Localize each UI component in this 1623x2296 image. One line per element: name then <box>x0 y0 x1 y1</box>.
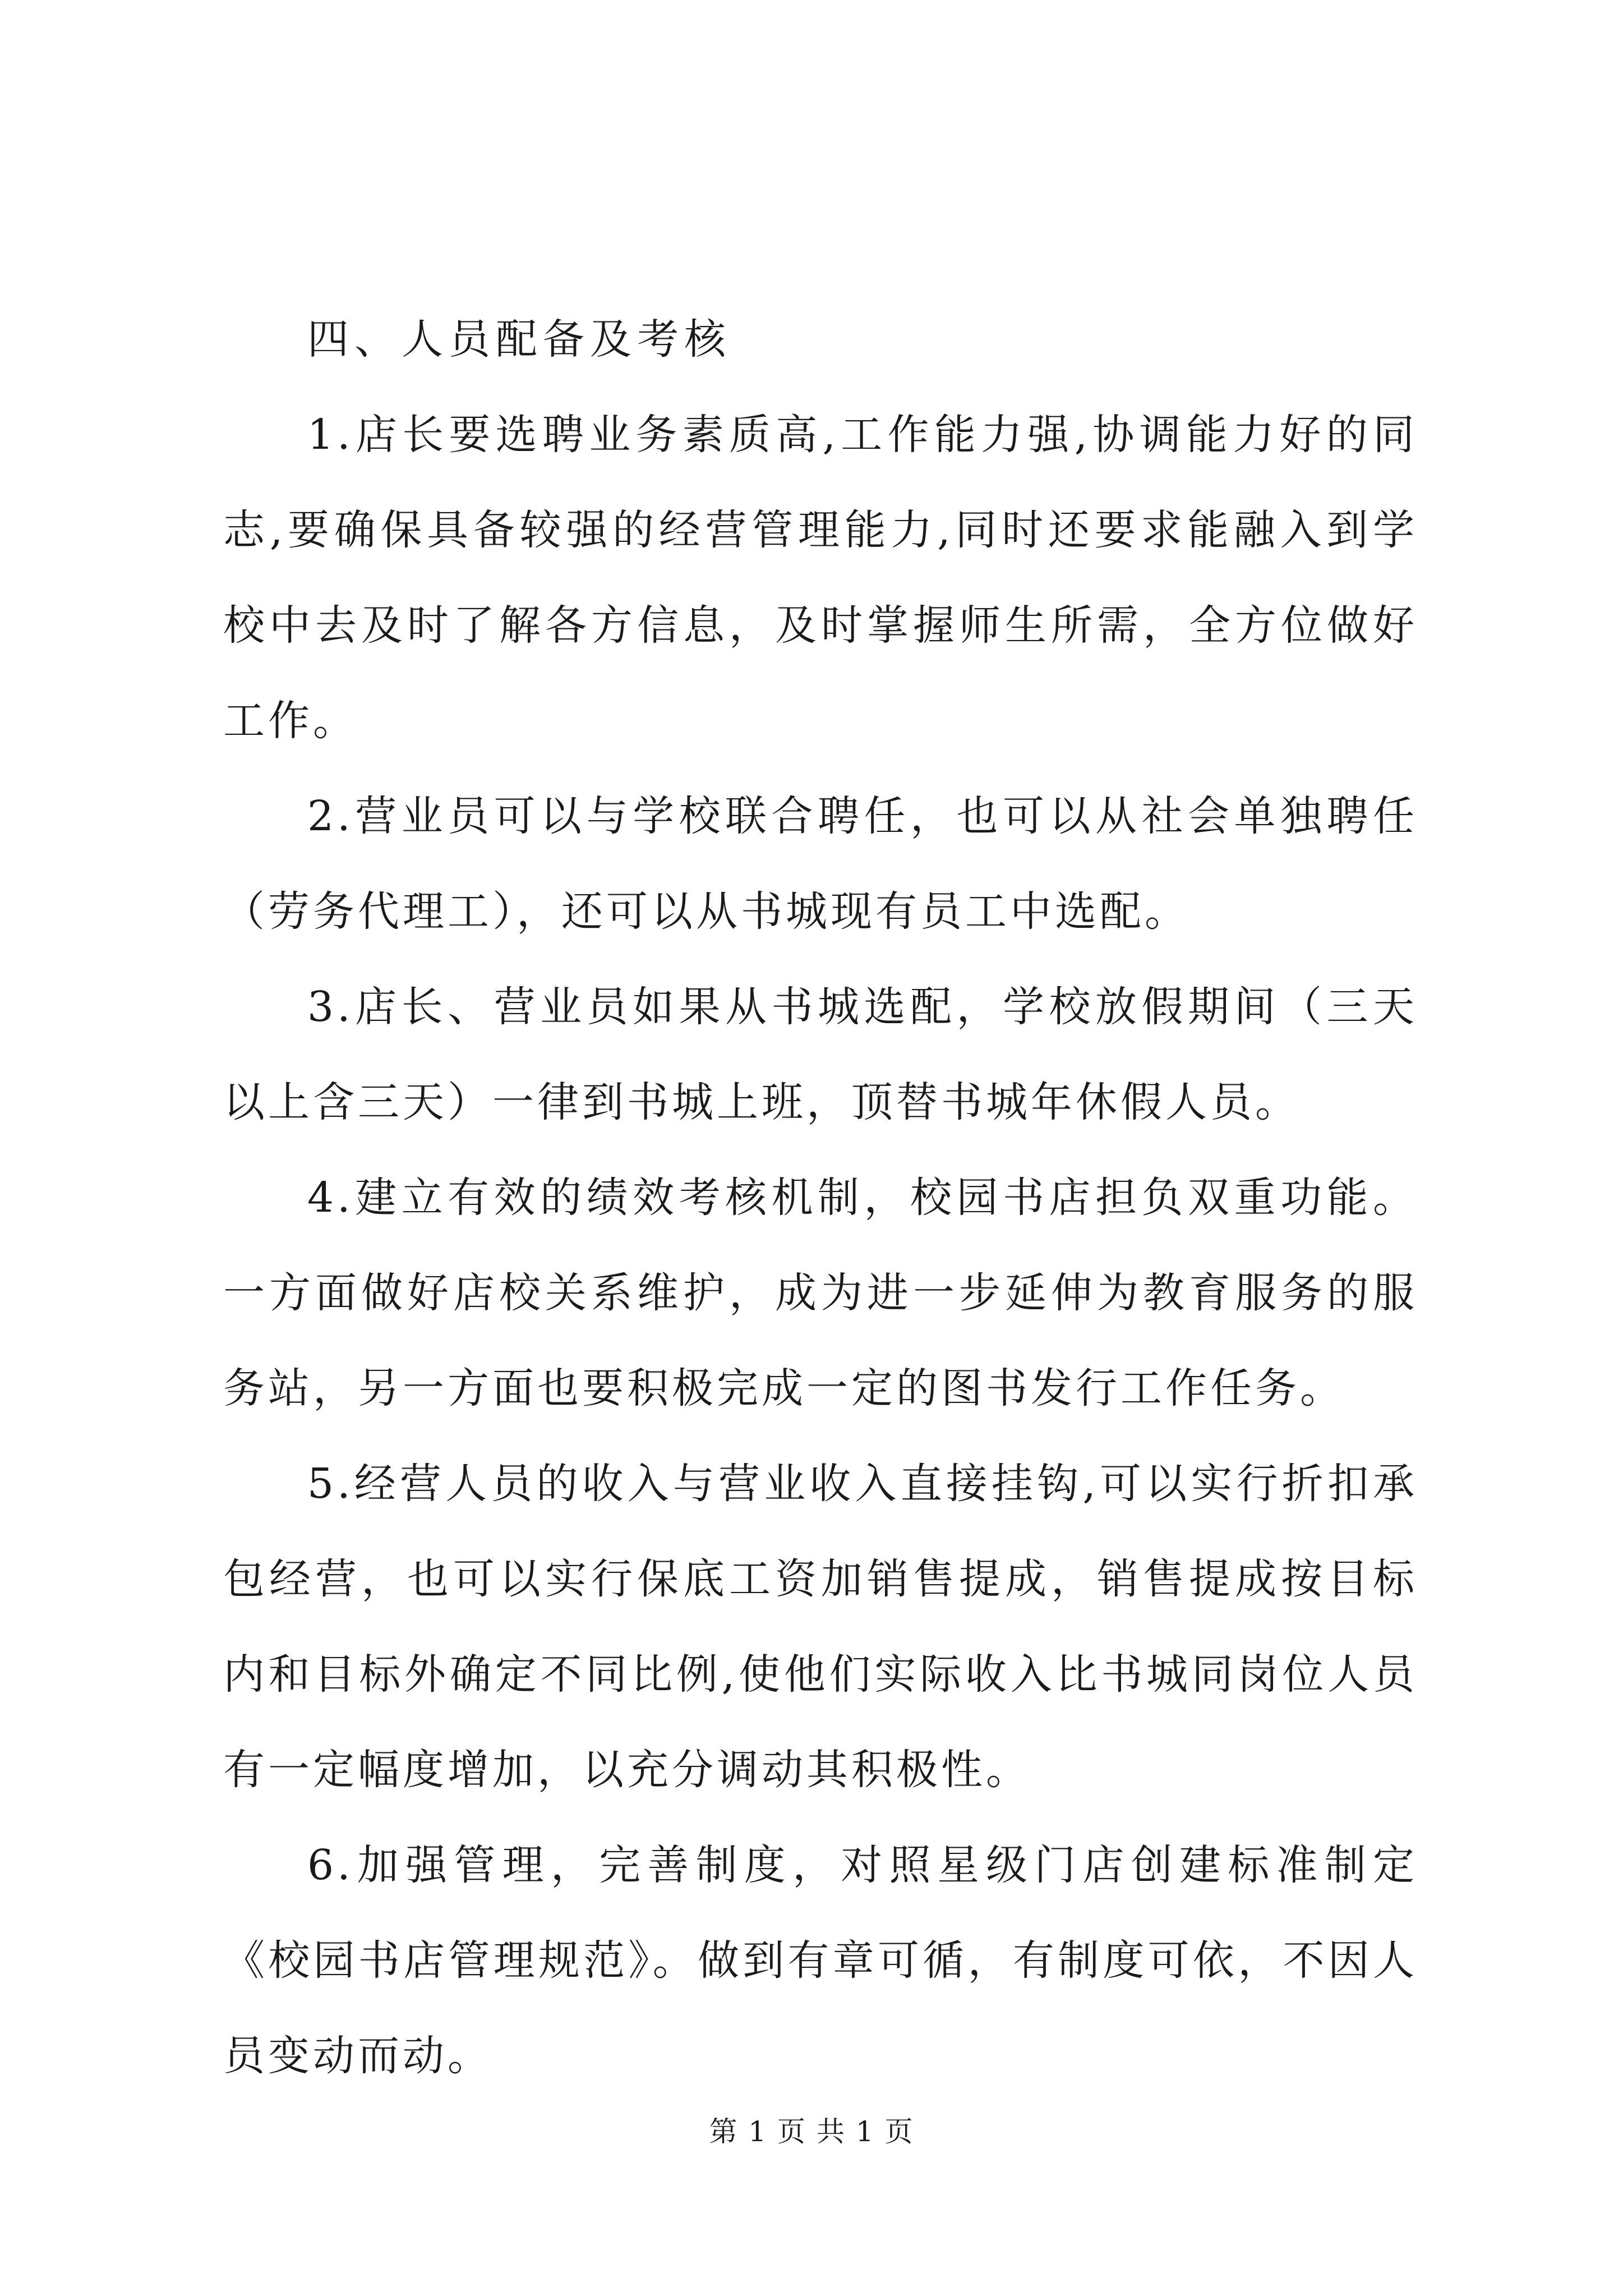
paragraph-2: 2.营业员可以与学校联合聘任，也可以从社会单独聘任（劳务代理工），还可以从书城现有员工中选配。 <box>223 792 1418 936</box>
document-body <box>223 292 1418 2104</box>
page-footer: 第 1 页 共 1 页 <box>709 2115 914 2148</box>
paragraph-4: 4.建立有效的绩效考核机制，校园书店担负双重功能。一方面做好店校关系维护，成为进一步延伸为教育服务的服务站，另一方面也要积极完成一定的图书发行工作任务。 <box>223 1174 1418 1412</box>
paragraph-6: 6.加强管理，完善制度，对照星级门店创建标准制定《校园书店管理规范》。做到有章可循，有制度可依，不因人员变动而动。 <box>223 1841 1418 2080</box>
paragraph-5: 5.经营人员的收入与营业收入直接挂钩,可以实行折扣承包经营，也可以实行保底工资加销售提成，销售提成按目标内和目标外确定不同比例,使他们实际收入比书城同岗位人员有一定幅度增加，以充分调动其积极性。 <box>223 1460 1418 1794</box>
section-heading: 四、人员配备及考核 <box>307 315 731 364</box>
paragraph-3: 3.店长、营业员如果从书城选配，学校放假期间（三天以上含三天）一律到书城上班，顶替书城年休假人员。 <box>223 983 1418 1126</box>
paragraph-1: 1.店长要选聘业务素质高,工作能力强,协调能力好的同志,要确保具备较强的经营管理能力,同时还要求能融入到学校中去及时了解各方信息，及时掌握师生所需，全方位做好工作。 <box>223 411 1418 745</box>
